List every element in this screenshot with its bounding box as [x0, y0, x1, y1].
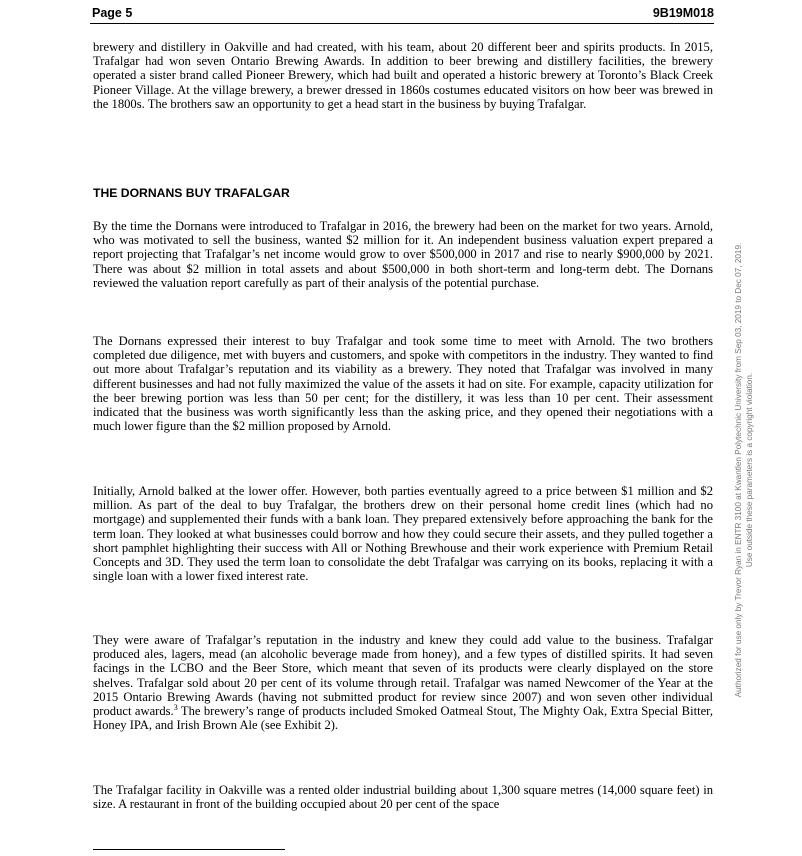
- paragraph-facility: The Trafalgar facility in Oakville was a rented older industrial building about 1,300 square metres (14,000 square feet) in size. A restaurant in front of the building occupied about 20 per cent of the space: [93, 783, 713, 812]
- paragraph-reputation-tail: The brewery’s range of products included Smoked Oatmeal Stout, The Mighty Oak, Extra Special Bitter, Honey IPA, and Irish Brown Ale (see Exhibit 2).: [93, 704, 713, 733]
- copyright-line-2: Use outside these parameters is a copyright violation.: [744, 372, 754, 568]
- paragraph-reputation: [93, 633, 713, 732]
- footnote-reference: 3: [173, 702, 178, 712]
- copyright-line-1: Authorized for use only by Trevor Ryan in ENTR 3100 at Kwantlen Polytechnic University from Sep 03, 2019 to Dec 07, 2019.: [734, 242, 743, 698]
- paragraph-intro: brewery and distillery in Oakville and had created, with his team, about 20 different beer and spirits products. In 2015, Trafalgar had won seven Ontario Brewing Awards. In addition to beer brewing and distillery facilities, the brewery operated a sister brand called Pioneer Brewery, which had built and operated a historic brewery at Toronto’s Black Creek Pioneer Village. At the village brewery, a brewer dressed in 1860s costumes educated visitors on how beer was brewed in the 1800s. The brothers saw an opportunity to get a head start in the business by buying Trafalgar.: [93, 40, 713, 111]
- paragraph-reputation-main: They were aware of Trafalgar’s reputation in the industry and knew they could add value to the business. Trafalgar produced ales, lagers, mead (an alcoholic beverage made from honey), and a few types of distilled spirits. It had seven facings in the LCBO and the Beer Store, which meant that seven of its products were clearly displayed on the store shelves. Trafalgar sold about 20 per cent of its volume through retail. Trafalgar was named Newcomer of the Year at the 2015 Ontario Brewing Awards (having not submitted product for review since 2007) and won seven other individual product awards.: [93, 633, 713, 719]
- footnote-separator: [93, 849, 285, 850]
- case-number: 9B19M018: [652, 6, 714, 20]
- page-number: Page 5: [92, 6, 133, 20]
- paragraph-due-diligence: The Dornans expressed their interest to buy Trafalgar and took some time to meet with Arnold. The two brothers completed due diligence, met with buyers and customers, and spoke with competitors in the industry. They wanted to find out more about Trafalgar’s reputation and its viability as a brewery. They noted that Trafalgar was involved in many different businesses and had not fully maximized the value of the assets it had on site. For example, capacity utilization for the beer brewing portion was less than 50 per cent; for the distillery, it was less than 10 per cent. Their assessment indicated that the business was worth significantly less than the asking price, and they opened their negotiations with a much lower figure than the $2 million proposed by Arnold.: [93, 334, 713, 434]
- page-header: [90, 6, 714, 24]
- copyright-sidebar: [734, 190, 774, 750]
- section-heading: THE DORNANS BUY TRAFALGAR: [93, 186, 290, 200]
- paragraph-financing: Initially, Arnold balked at the lower offer. However, both parties eventually agreed to a price between $1 million and $2 million. As part of the deal to buy Trafalgar, the brothers drew on their personal home credit lines (which had no mortgage) and supplemented their funds with a bank loan. They prepared extensively before approaching the bank for the term loan. They looked at what businesses could borrow and how they could secure their assets, and they pulled together a short pamphlet highlighting their success with All or Nothing Brewhouse and their work experience with Premium Retail Concepts and 3D. They used the term loan to consolidate the debt Trafalgar was carrying on its books, replacing it with a single loan with a lower fixed interest rate.: [93, 484, 713, 584]
- paragraph-valuation: By the time the Dornans were introduced to Trafalgar in 2016, the brewery had been on the market for two years. Arnold, who was motivated to sell the business, wanted $2 million for it. An independent business valuation expert prepared a report projecting that Trafalgar’s net income would grow to over $500,000 in 2017 and rise to nearly $900,000 by 2021. There was about $2 million in total assets and about $500,000 in both short-term and long-term debt. The Dornans reviewed the valuation report carefully as part of their analysis of the potential purchase.: [93, 219, 713, 290]
